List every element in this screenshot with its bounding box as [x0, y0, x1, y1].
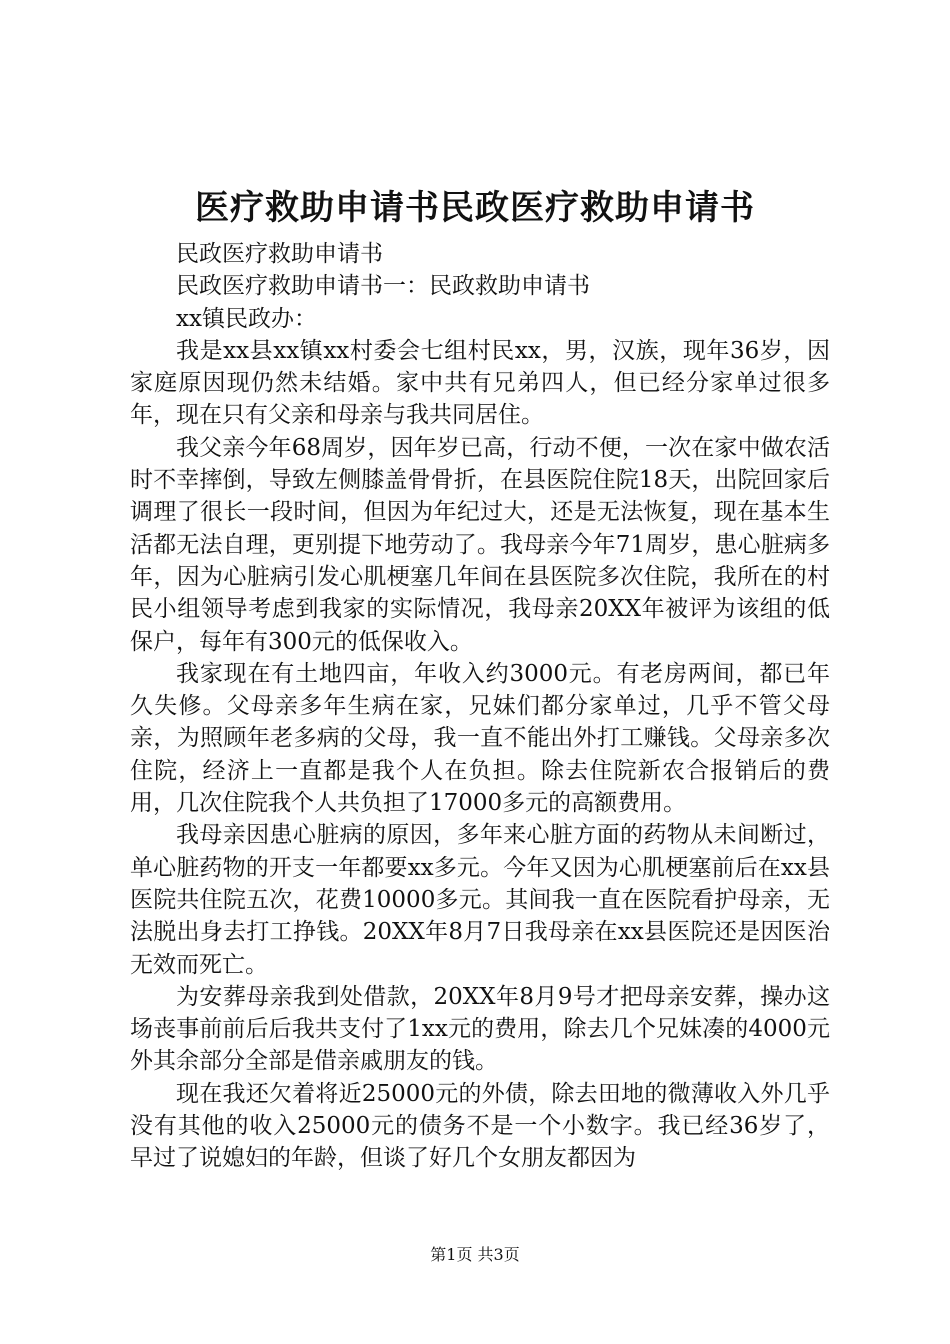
paragraph-parents: 我父亲今年68周岁，因年岁已高，行动不便，一次在家中做农活时不幸摔倒，导致左侧膝盖骨骨折，在县医院住院18天，出院回家后调理了很长一段时间，但因为年纪过大，还是无法恢复，现在基本生活都无法自理，更别提下地劳动了。我母亲今年71周岁，患心脏病多年，因为心脏病引发心肌梗塞几年间在县医院多次住院，我所在的村民小组领导考虑到我家的实际情况，我母亲20XX年被评为该组的低保户，每年有300元的低保收入。 [130, 434, 830, 655]
page-title: 医疗救助申请书民政医疗救助申请书 [195, 188, 755, 228]
paragraph-heading: 民政医疗救助申请书 [176, 241, 383, 267]
paragraph-intro: 我是xx县xx镇xx村委会七组村民xx，男，汉族，现年36岁，因家庭原因现仍然未结婚。家中共有兄弟四人，但已经分家单过很多年，现在只有父亲和母亲与我共同居住。 [130, 337, 830, 429]
paragraph-funeral: 为安葬母亲我到处借款，20XX年8月9号才把母亲安葬，操办这场丧事前前后后我共支付了1xx元的费用，除去几个兄妹凑的4000元外其余部分全部是借亲戚朋友的钱。 [130, 983, 830, 1075]
page-footer: 第1页 共3页 [430, 1245, 520, 1264]
document-body [130, 238, 830, 1175]
paragraph-salutation: xx镇民政办： [176, 305, 317, 332]
paragraph-income: 我家现在有土地四亩，年收入约3000元。有老房两间，都已年久失修。父母亲多年生病在家，兄妹们都分家单过，几乎不管父母亲，为照顾年老多病的父母，我一直不能出外打工赚钱。父母亲多次住院，经济上一直都是我个人在负担。除去住院新农合报销后的费用，几次住院我个人共负担了17000多元的高额费用。 [130, 660, 830, 817]
paragraph-debt: 现在我还欠着将近25000元的外债，除去田地的微薄收入外几乎没有其他的收入25000元的债务不是一个小数字。我已经36岁了，早过了说媳妇的年龄，但谈了好几个女朋友都因为 [130, 1080, 830, 1172]
paragraph-mother-illness: 我母亲因患心脏病的原因，多年来心脏方面的药物从未间断过，单心脏药物的开支一年都要xx多元。今年又因为心肌梗塞前后在xx县医院共住院五次，花费10000多元。其间我一直在医院看护母亲，无法脱出身去打工挣钱。20XX年8月7日我母亲在xx县医院还是因医治无效而死亡。 [130, 822, 830, 978]
paragraph-subheading: 民政医疗救助申请书一：民政救助申请书 [176, 273, 590, 300]
